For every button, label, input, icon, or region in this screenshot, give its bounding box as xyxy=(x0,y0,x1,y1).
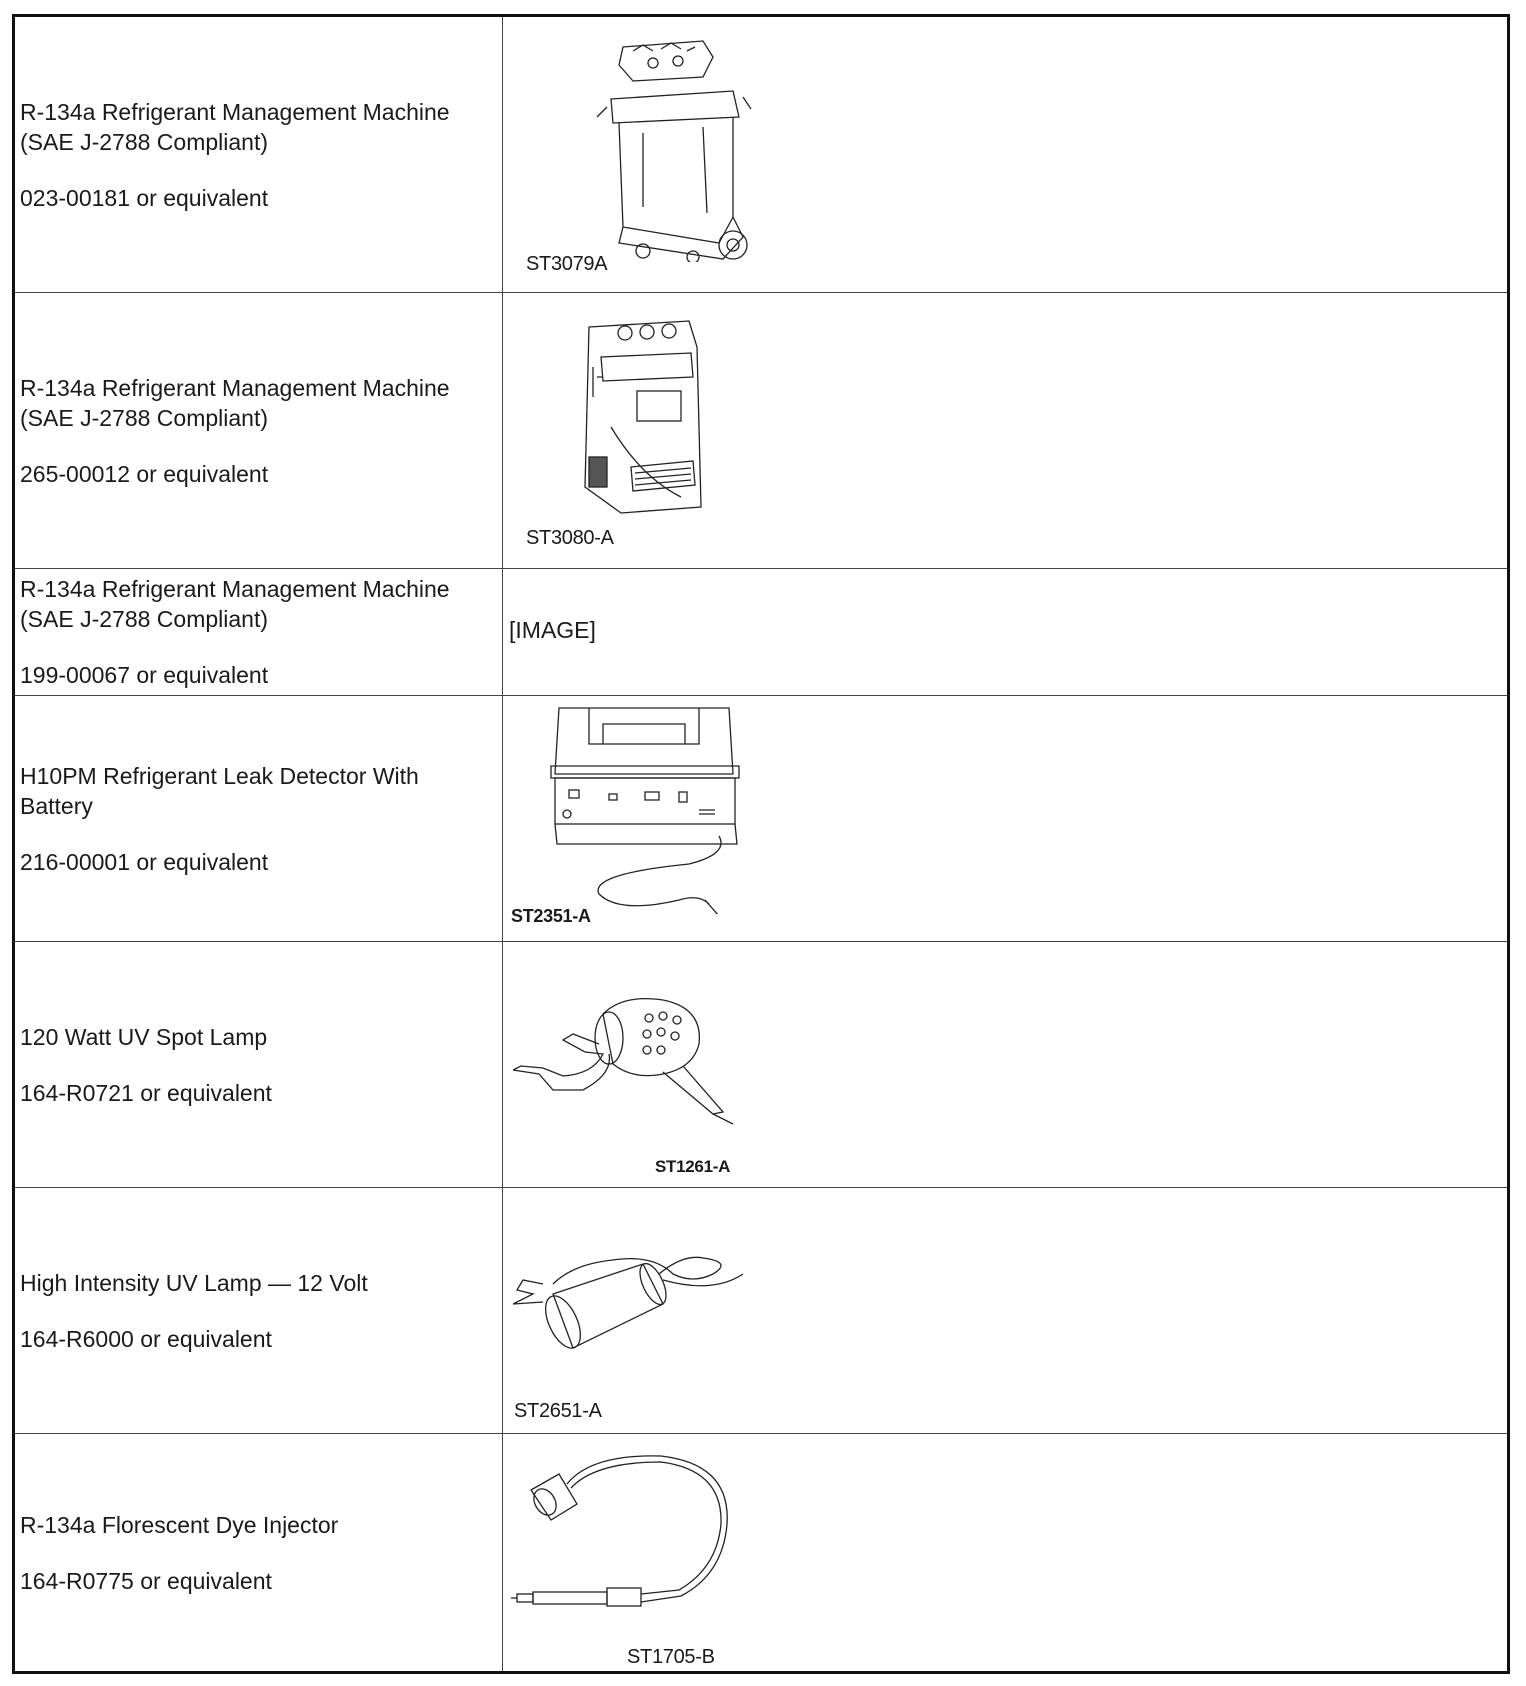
figure-code: ST2351-A xyxy=(511,906,591,926)
tool-part-number: 199-00067 or equivalent xyxy=(20,662,269,688)
tool-description-cell xyxy=(15,1188,503,1433)
tool-name: 120 Watt UV Spot Lamp xyxy=(20,1023,268,1050)
tool-illustration-cell xyxy=(503,942,1507,1187)
figure-code: ST1705-B xyxy=(627,1646,715,1668)
uv-lamp-12v-icon xyxy=(513,1244,743,1374)
table-row xyxy=(15,569,1507,696)
tool-description-cell xyxy=(15,569,503,695)
tool-part-number: 265-00012 or equivalent xyxy=(20,460,269,487)
table-row xyxy=(15,1434,1507,1671)
figure-code: ST3079A xyxy=(526,253,608,275)
tool-part-number: 164-R0721 or equivalent xyxy=(20,1079,272,1106)
tool-description-cell xyxy=(15,17,503,292)
tool-part-number: 164-R6000 or equivalent xyxy=(20,1325,272,1352)
figure-code: ST3080-A xyxy=(526,527,614,549)
figure-code: ST1261-A xyxy=(655,1157,731,1176)
tool-part-number: 164-R0775 or equivalent xyxy=(20,1567,272,1594)
tool-description-cell xyxy=(15,293,503,568)
tool-illustration-cell xyxy=(503,696,1507,941)
tool-name: High Intensity UV Lamp — 12 Volt xyxy=(20,1269,368,1296)
tool-illustration-cell xyxy=(503,1434,1507,1671)
recovery-machine-cabinet-icon xyxy=(581,317,731,517)
tool-illustration-cell xyxy=(503,569,1507,695)
figure-code: ST2651-A xyxy=(514,1400,602,1422)
tool-part-number: 216-00001 or equivalent xyxy=(20,848,269,875)
tool-description-cell xyxy=(15,942,503,1187)
uv-spot-lamp-icon xyxy=(513,994,743,1134)
table-row xyxy=(15,293,1507,569)
table-row xyxy=(15,696,1507,942)
table-row xyxy=(15,17,1507,293)
tool-name: R-134a Florescent Dye Injector xyxy=(20,1511,339,1538)
tool-name: R-134a Refrigerant Management Machine (SAE J-2788 Compliant) xyxy=(20,374,450,431)
tool-name: H10PM Refrigerant Leak Detector With Battery xyxy=(20,762,419,819)
tool-name: R-134a Refrigerant Management Machine (SAE J-2788 Compliant) xyxy=(20,576,450,632)
dye-injector-icon xyxy=(511,1444,741,1624)
tool-part-number: 023-00181 or equivalent xyxy=(20,184,269,211)
tool-description-cell xyxy=(15,1434,503,1671)
tool-illustration-cell xyxy=(503,17,1507,292)
tool-description-cell xyxy=(15,696,503,941)
table-row xyxy=(15,1188,1507,1434)
tool-name: R-134a Refrigerant Management Machine (SAE J-2788 Compliant) xyxy=(20,98,450,155)
leak-detector-icon xyxy=(549,704,749,914)
tool-illustration-cell xyxy=(503,293,1507,568)
special-tools-table xyxy=(12,14,1510,1674)
tool-illustration-cell xyxy=(503,1188,1507,1433)
table-row xyxy=(15,942,1507,1188)
image-placeholder: [IMAGE] xyxy=(509,617,596,643)
recovery-machine-cart-icon xyxy=(583,37,763,262)
